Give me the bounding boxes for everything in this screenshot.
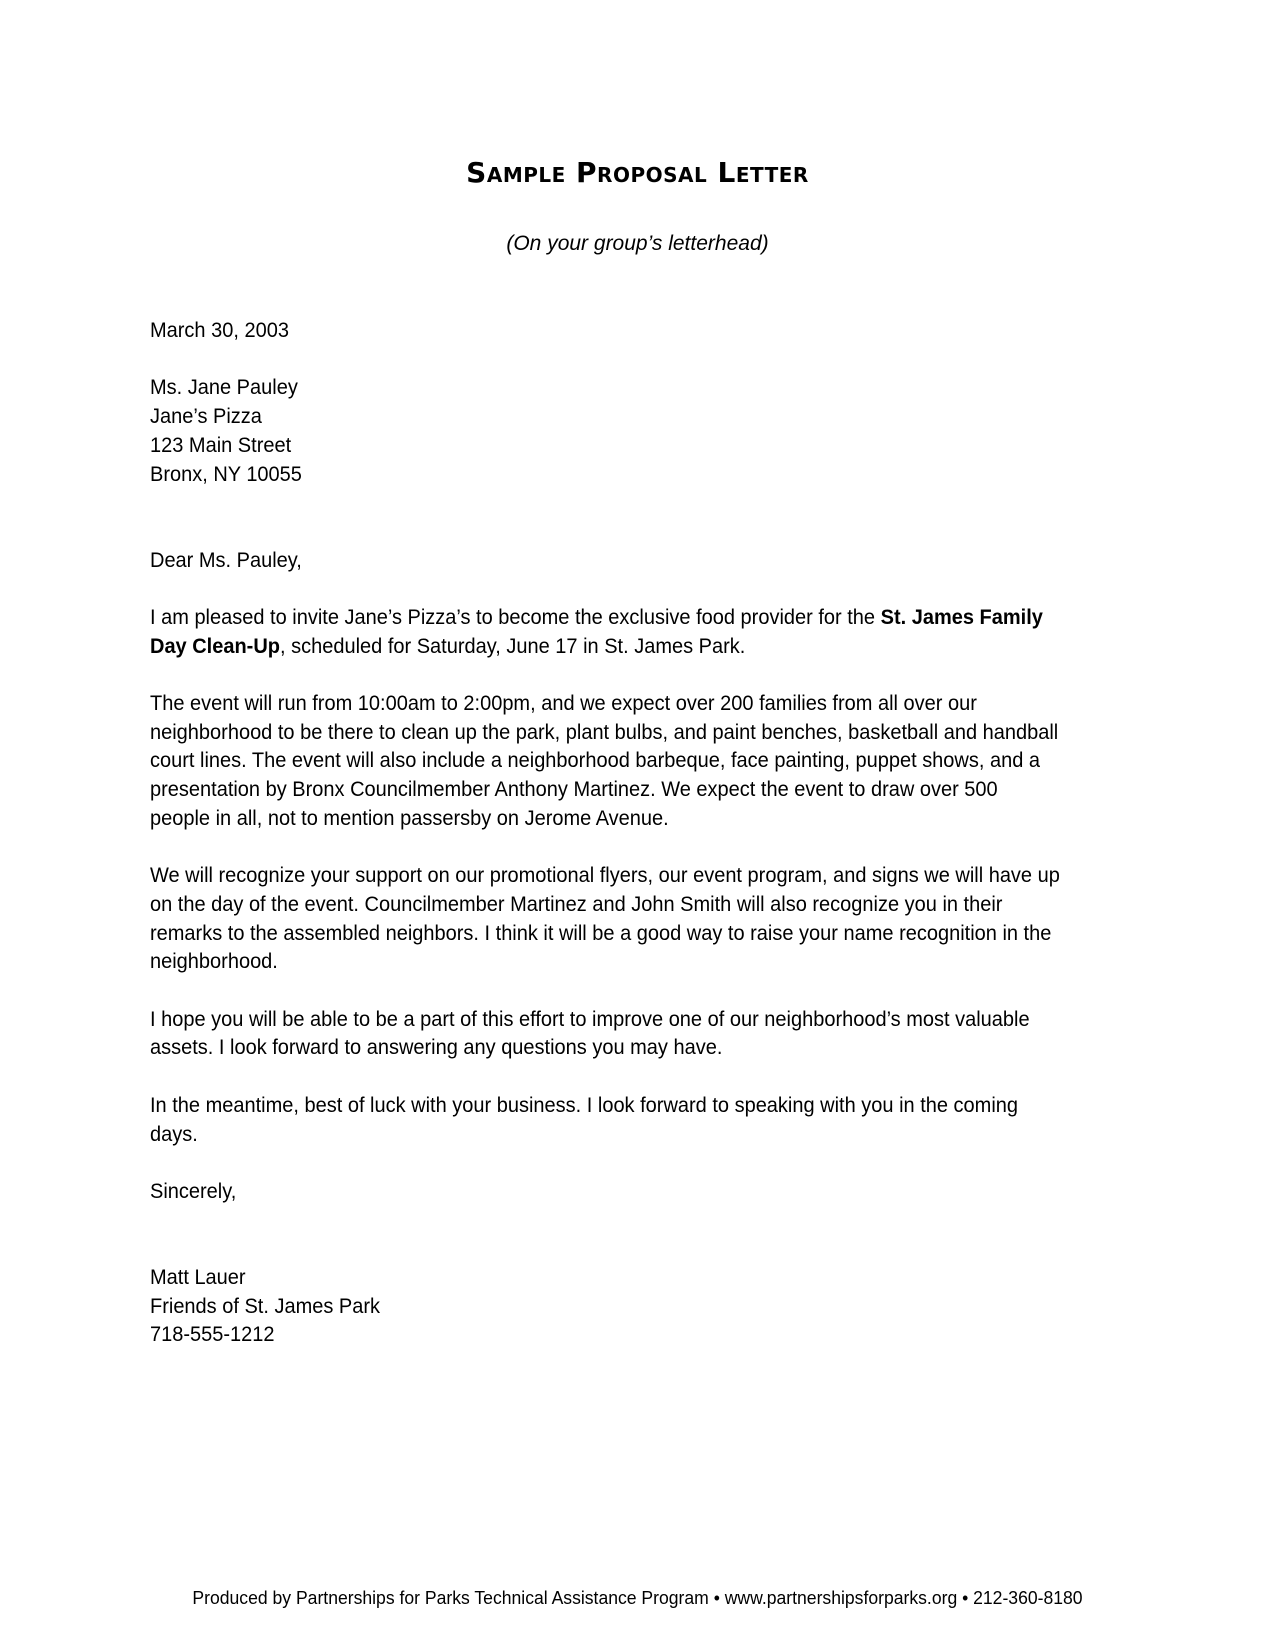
recipient-city: Bronx, NY 10055 (150, 461, 302, 486)
page-title: Sample Proposal Letter (466, 156, 809, 189)
invitation-details: , scheduled for Saturday, June 17 in St. James Park. (280, 633, 746, 658)
page-footer: Produced by Partnerships for Parks Technical Assistance Program • www.partnershipsforparks.org • 212-360-8180 (192, 1587, 1083, 1608)
signer-organization: Friends of St. James Park (150, 1293, 381, 1318)
letter-date: March 30, 2003 (150, 318, 289, 342)
recipient-street: 123 Main Street (150, 432, 292, 457)
paragraph-recognition: We will recognize your support on our promotional flyers, our event program, and signs we will have up on the day of the event. Councilmember Martinez and John Smith will also recognize you in their remarks to the assembled neighbors. I think it will be a good way to raise your name recognition in the neighborhood. (150, 863, 1060, 974)
recipient-company: Jane’s Pizza (150, 404, 262, 429)
letter-body (150, 316, 1061, 1349)
closing: Sincerely, (150, 1178, 237, 1203)
paragraph-hope: I hope you will be able to be a part of this effort to improve one of our neighborhood’s most valuable assets. I look forward to answering any questions you may have. (150, 1006, 1030, 1060)
recipient-name: Ms. Jane Pauley (150, 375, 298, 400)
signature-block (150, 1263, 1061, 1349)
invitation-text: I am pleased to invite Jane’s Pizza’s to become the exclusive food provider for the (150, 604, 881, 629)
paragraph-event-details: The event will run from 10:00am to 2:00pm, and we expect over 200 families from all over our neighborhood to be there to clean up the park, plant bulbs, and paint benches, basketball and handball court lines. The event will also include a neighborhood barbeque, face painting, puppet shows, and a presentation by Bronx Councilmember Anthony Martinez. We expect the event to draw over 500 people in all, not to mention passersby on Jerome Avenue. (150, 691, 1059, 830)
salutation: Dear Ms. Pauley, (150, 547, 302, 572)
event-name: St. James Family Day Clean-Up (150, 604, 1043, 658)
letterhead-note: (On your group’s letterhead) (506, 232, 769, 255)
recipient-address (150, 373, 1061, 488)
paragraph-closing-remarks: In the meantime, best of luck with your business. I look forward to speaking with you in the coming days. (150, 1092, 1019, 1146)
signer-phone: 718-555-1212 (150, 1322, 275, 1347)
paragraph-invitation (150, 603, 1061, 660)
signer-name: Matt Lauer (150, 1265, 246, 1290)
